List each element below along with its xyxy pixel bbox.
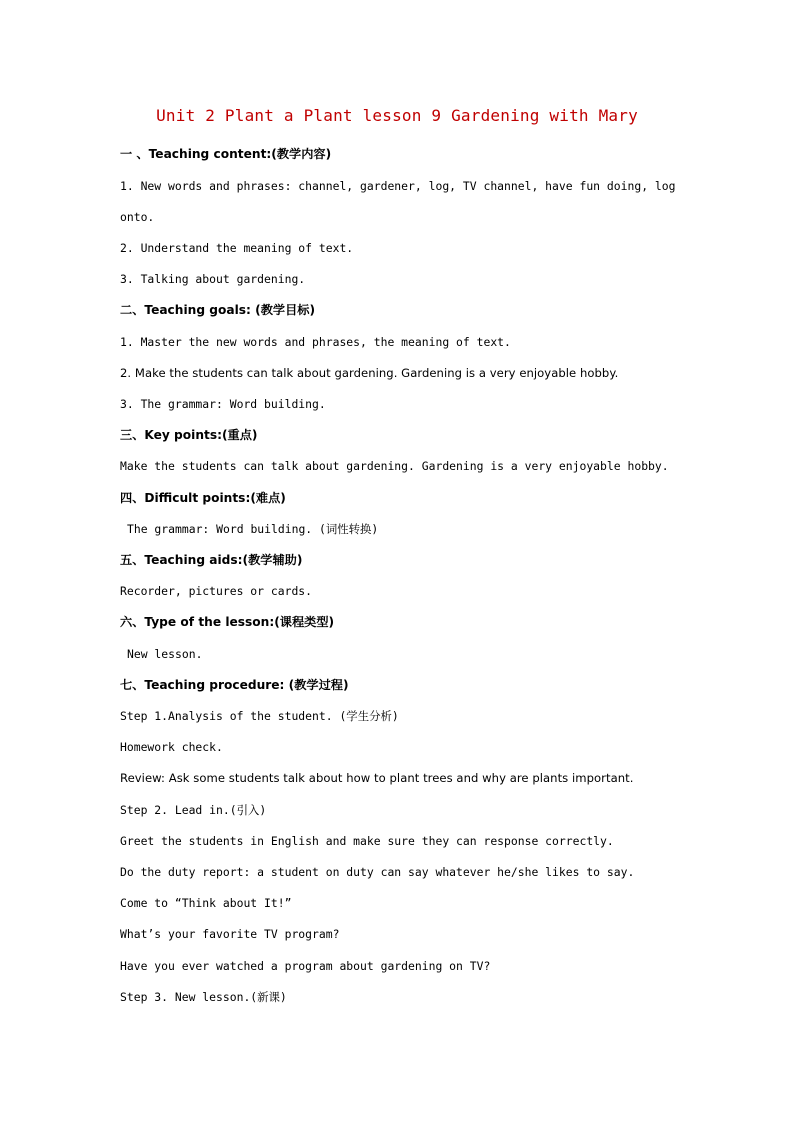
content-line: 1. New words and phrases: channel, gardener, log, TV channel, have fun doing, log: [120, 179, 676, 193]
document-title: Unit 2 Plant a Plant lesson 9 Gardening with Mary: [156, 106, 638, 125]
content-line: 2. Make the students can talk about gardening. Gardening is a very enjoyable hobby.: [120, 366, 619, 380]
content-line: Greet the students in English and make sure they can response correctly.: [120, 834, 614, 848]
content-line: New lesson.: [127, 647, 203, 661]
content-line: Homework check.: [120, 740, 223, 754]
content-line: 1. Master the new words and phrases, the meaning of text.: [120, 335, 511, 349]
section-heading-teaching-aids: 五、Teaching aids:(教学辅助): [120, 553, 303, 567]
content-line: 3. The grammar: Word building.: [120, 397, 326, 411]
section-heading-lesson-type: 六、Type of the lesson:(课程类型): [120, 615, 335, 629]
section-heading-key-points: 三、Key points:(重点): [120, 428, 258, 442]
section-heading-teaching-content: 一 、Teaching content:(教学内容): [120, 147, 332, 161]
content-line: Do the duty report: a student on duty can say whatever he/she likes to say.: [120, 865, 635, 879]
content-line: 3. Talking about gardening.: [120, 272, 306, 286]
content-line: Come to “Think about It!”: [120, 896, 292, 910]
content-line: Step 1.Analysis of the student. (学生分析): [120, 709, 399, 723]
content-line: Step 3. New lesson.(新课): [120, 990, 287, 1004]
content-line: Make the students can talk about gardening. Gardening is a very enjoyable hobby.: [120, 459, 669, 473]
section-heading-teaching-procedure: 七、Teaching procedure: (教学过程): [120, 678, 349, 692]
content-line: 2. Understand the meaning of text.: [120, 241, 354, 255]
content-line: Review: Ask some students talk about how to plant trees and why are plants important.: [120, 771, 634, 785]
content-line: Have you ever watched a program about gardening on TV?: [120, 959, 491, 973]
section-heading-teaching-goals: 二、Teaching goals: (教学目标): [120, 303, 316, 317]
content-line: The grammar: Word building. (词性转换): [127, 522, 379, 536]
content-line: Step 2. Lead in.(引入): [120, 803, 267, 817]
content-line: Recorder, pictures or cards.: [120, 584, 313, 598]
content-line: onto.: [120, 210, 155, 224]
content-line: What’s your favorite TV program?: [120, 927, 340, 941]
section-heading-difficult-points: 四、Difficult points:(难点): [120, 491, 286, 505]
